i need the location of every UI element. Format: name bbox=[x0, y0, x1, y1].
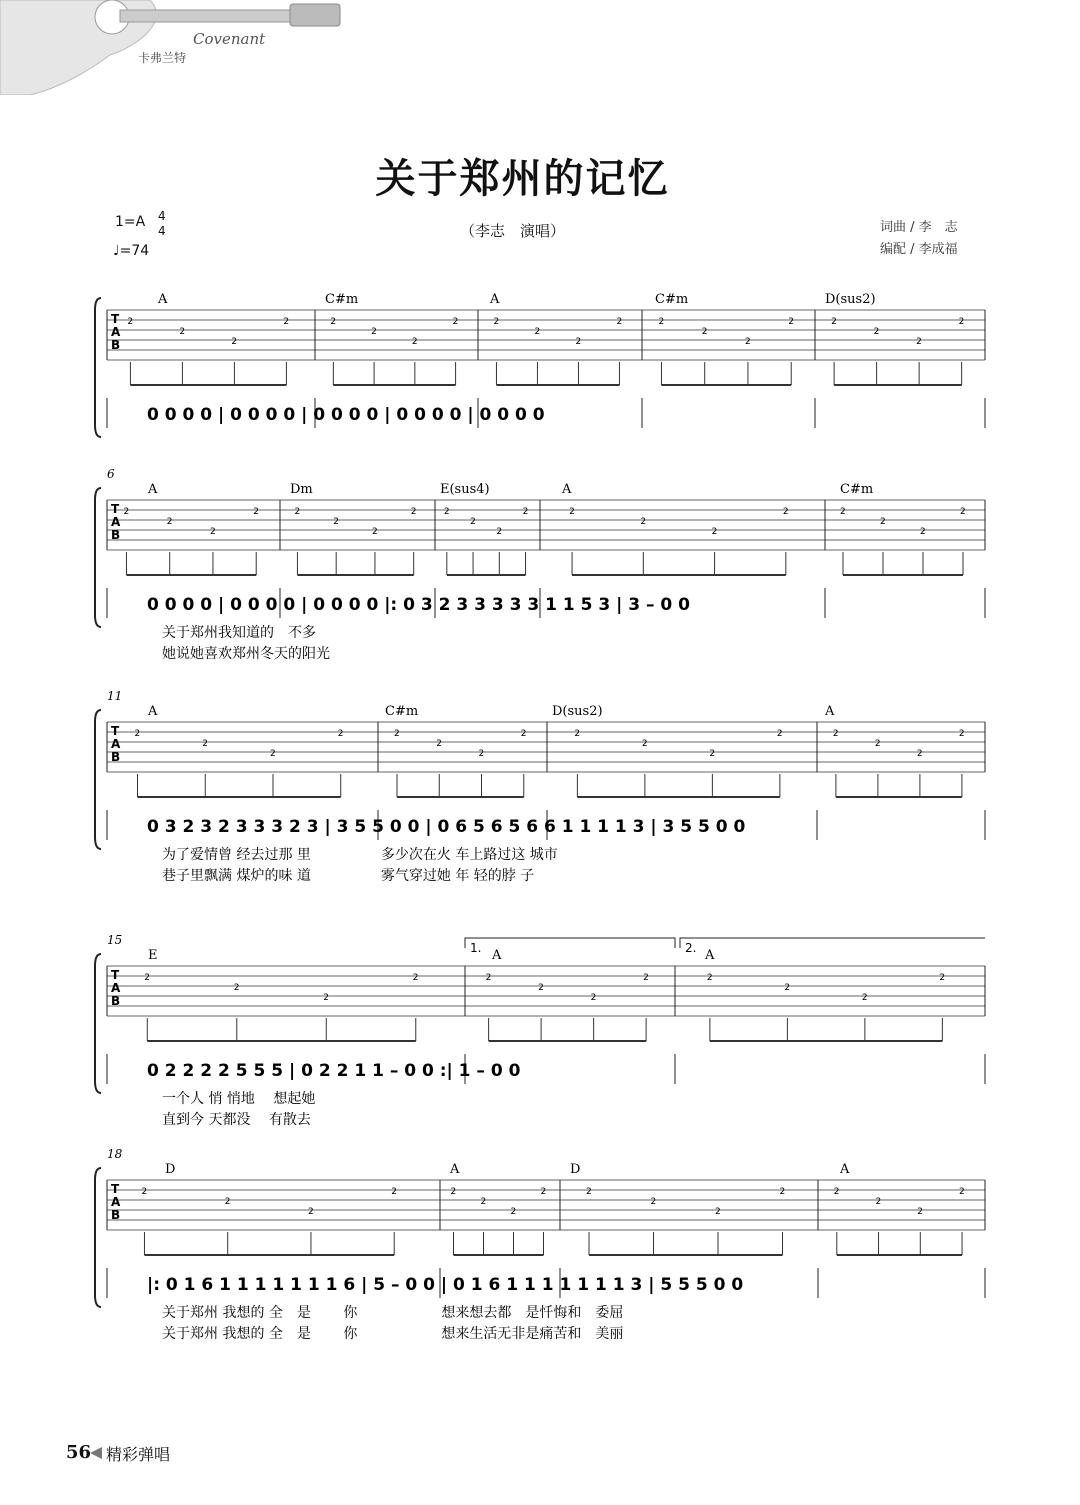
fret-number: 2 bbox=[134, 729, 141, 739]
fret-number: 2 bbox=[920, 527, 926, 537]
fret-number: 2 bbox=[650, 1197, 657, 1207]
fret-number: 2 bbox=[485, 973, 492, 983]
fret-number: 2 bbox=[412, 973, 419, 983]
fret-number: 2 bbox=[776, 729, 783, 739]
fret-number: 2 bbox=[209, 527, 216, 537]
chord-name: A bbox=[562, 482, 572, 497]
fret-number: 2 bbox=[496, 527, 503, 537]
jianpu-notation: 0 2 2 2 2 5 5 5 | 0 2 2 1 1 – 0 0 :| 1 – 0 0 bbox=[147, 1061, 521, 1081]
fret-number: 2 bbox=[323, 993, 330, 1003]
fret-number: 2 bbox=[224, 1197, 231, 1207]
fret-number: 2 bbox=[144, 973, 151, 983]
tab-clef-letter: A bbox=[111, 515, 121, 529]
fret-number: 2 bbox=[450, 1187, 457, 1197]
tab-clef-letter: T bbox=[111, 724, 120, 738]
chord-name: A bbox=[158, 292, 168, 307]
fret-number: 2 bbox=[333, 517, 339, 527]
fret-number: 2 bbox=[391, 1187, 397, 1197]
fret-number: 2 bbox=[833, 1187, 840, 1197]
key-signature: 1=A bbox=[115, 214, 146, 230]
fret-number: 2 bbox=[590, 993, 597, 1003]
lyrics-verse-2: 她说她喜欢郑州冬天的阳光 bbox=[162, 646, 330, 662]
chord-name: D(sus2) bbox=[825, 292, 876, 307]
fret-number: 2 bbox=[831, 317, 837, 327]
chord-name: A bbox=[148, 704, 158, 719]
fret-number: 2 bbox=[436, 739, 442, 749]
chord-name: A bbox=[490, 292, 500, 307]
fret-number: 2 bbox=[410, 507, 417, 517]
fret-number: 2 bbox=[959, 1187, 965, 1197]
fret-number: 2 bbox=[179, 327, 186, 337]
fret-number: 2 bbox=[779, 1187, 786, 1197]
fret-number: 2 bbox=[706, 973, 713, 983]
system-bracket bbox=[95, 710, 101, 849]
fret-number: 2 bbox=[744, 337, 751, 347]
tab-clef-letter: A bbox=[111, 981, 121, 995]
lyrics-verse-1: 为了爱情曾 经去过那 里 多少次在火 车上路过这 城市 bbox=[162, 847, 558, 863]
tab-clef-letter: T bbox=[111, 1182, 120, 1196]
fret-number: 2 bbox=[917, 1207, 924, 1217]
brand-cn-name: 卡弗兰特 bbox=[138, 51, 187, 65]
fret-number: 2 bbox=[861, 993, 868, 1003]
fret-number: 2 bbox=[916, 337, 922, 347]
system-bracket bbox=[95, 298, 101, 437]
arranger-credit: 编配 / 李成福 bbox=[880, 242, 958, 257]
chord-name: C#m bbox=[325, 292, 359, 307]
fret-number: 2 bbox=[330, 317, 337, 327]
jianpu-notation: 0 0 0 0 | 0 0 0 0 | 0 0 0 0 | 0 0 0 0 | 0 0 0 0 bbox=[147, 405, 545, 425]
page-section-label: 精彩弹唱 bbox=[106, 1445, 171, 1464]
fret-number: 2 bbox=[337, 729, 344, 739]
fret-number: 2 bbox=[520, 729, 527, 739]
fret-number: 2 bbox=[522, 507, 529, 517]
system-bracket bbox=[95, 954, 101, 1093]
chord-name: C#m bbox=[385, 704, 419, 719]
fret-number: 2 bbox=[575, 337, 582, 347]
fret-number: 2 bbox=[141, 1187, 148, 1197]
fret-number: 2 bbox=[916, 749, 923, 759]
fret-number: 2 bbox=[640, 517, 647, 527]
tab-clef-letter: A bbox=[111, 325, 121, 339]
fret-number: 2 bbox=[643, 973, 649, 983]
fret-number: 2 bbox=[307, 1207, 314, 1217]
fret-number: 2 bbox=[782, 507, 789, 517]
jianpu-notation: 0 3 2 3 2 3 3 3 2 3 | 3 5 5 0 0 | 0 6 5 6 5 6 6 1 1 1 1 3 | 3 5 5 0 0 bbox=[147, 817, 746, 837]
fret-number: 2 bbox=[788, 317, 794, 327]
fret-number: 2 bbox=[394, 729, 400, 739]
fret-number: 2 bbox=[510, 1207, 517, 1217]
lyrics-verse-2: 巷子里飘满 煤炉的味 道 雾气穿过她 年 轻的脖 子 bbox=[162, 868, 535, 884]
fret-number: 2 bbox=[874, 739, 881, 749]
chord-name: E(sus4) bbox=[440, 482, 490, 497]
lyrics-verse-2: 直到今 天都没 有散去 bbox=[162, 1112, 311, 1128]
tab-clef-letter: A bbox=[111, 1195, 121, 1209]
song-title: 关于郑州的记忆 bbox=[375, 156, 670, 202]
fret-number: 2 bbox=[534, 327, 541, 337]
measure-number: 15 bbox=[107, 933, 123, 947]
volta-2-label: 2. bbox=[685, 941, 697, 955]
tab-clef-letter: B bbox=[111, 338, 121, 352]
fret-number: 2 bbox=[715, 1207, 721, 1217]
fret-number: 2 bbox=[371, 327, 377, 337]
tab-clef-letter: B bbox=[111, 994, 121, 1008]
page-number: 56 bbox=[66, 1442, 92, 1463]
fret-number: 2 bbox=[202, 739, 208, 749]
lyrics-verse-2: 关于郑州 我想的 全 是 你 想来生活无非是痛苦和 美丽 bbox=[162, 1326, 624, 1342]
tempo-marking: ♩=74 bbox=[113, 243, 150, 259]
measure-number: 18 bbox=[107, 1147, 123, 1161]
fret-number: 2 bbox=[493, 317, 500, 327]
chord-name: E bbox=[148, 948, 158, 963]
system-bracket bbox=[95, 488, 101, 627]
fret-number: 2 bbox=[641, 739, 648, 749]
fret-number: 2 bbox=[873, 327, 880, 337]
time-signature-denominator: 4 bbox=[158, 224, 166, 238]
fret-number: 2 bbox=[231, 337, 238, 347]
lyrics-verse-1: 关于郑州 我想的 全 是 你 想来想去都 是忏悔和 委屈 bbox=[162, 1305, 624, 1321]
fret-number: 2 bbox=[875, 1197, 882, 1207]
fret-number: 2 bbox=[371, 527, 378, 537]
fret-number: 2 bbox=[253, 507, 259, 517]
tab-clef-letter: T bbox=[111, 968, 120, 982]
chord-name: Dm bbox=[290, 482, 313, 497]
chord-name: D(sus2) bbox=[552, 704, 603, 719]
fret-number: 2 bbox=[540, 1187, 547, 1197]
fret-number: 2 bbox=[709, 749, 716, 759]
fret-number: 2 bbox=[958, 317, 965, 327]
fret-number: 2 bbox=[832, 729, 839, 739]
tab-clef-letter: T bbox=[111, 312, 120, 326]
chord-name: D bbox=[570, 1162, 581, 1177]
chord-name: D bbox=[165, 1162, 176, 1177]
chord-name: A bbox=[148, 482, 158, 497]
fret-number: 2 bbox=[840, 507, 846, 517]
fret-number: 2 bbox=[443, 507, 450, 517]
fret-number: 2 bbox=[701, 327, 708, 337]
fret-number: 2 bbox=[452, 317, 459, 327]
fret-number: 2 bbox=[127, 317, 134, 327]
fret-number: 2 bbox=[294, 507, 301, 517]
measure-number: 6 bbox=[107, 467, 115, 481]
fret-number: 2 bbox=[283, 317, 290, 327]
tab-clef-letter: B bbox=[111, 528, 121, 542]
brand-name: Covenant bbox=[193, 30, 266, 48]
fret-number: 2 bbox=[480, 1197, 487, 1207]
fret-number: 2 bbox=[658, 317, 665, 327]
singer-credit: （李志 演唱） bbox=[460, 222, 566, 240]
composer-credit: 词曲 / 李 志 bbox=[880, 220, 958, 235]
fret-number: 2 bbox=[958, 729, 965, 739]
fret-number: 2 bbox=[960, 507, 966, 517]
chord-name: A bbox=[825, 704, 835, 719]
fret-number: 2 bbox=[711, 527, 718, 537]
chord-name: A bbox=[705, 948, 715, 963]
fret-number: 2 bbox=[574, 729, 581, 739]
fret-number: 2 bbox=[569, 507, 575, 517]
volta-1-label: 1. bbox=[470, 941, 482, 955]
lyrics-verse-1: 一个人 悄 悄地 想起她 bbox=[162, 1091, 316, 1107]
fret-number: 2 bbox=[411, 337, 418, 347]
fret-number: 2 bbox=[470, 517, 476, 527]
fret-number: 2 bbox=[616, 317, 623, 327]
fret-number: 2 bbox=[939, 973, 946, 983]
time-signature-numerator: 4 bbox=[158, 209, 166, 223]
system-bracket bbox=[95, 1168, 101, 1307]
fret-number: 2 bbox=[880, 517, 886, 527]
tab-clef-letter: T bbox=[111, 502, 120, 516]
lyrics-verse-1: 关于郑州我知道的 不多 bbox=[162, 625, 316, 641]
fret-number: 2 bbox=[123, 507, 130, 517]
volta-bracket-2 bbox=[680, 938, 985, 948]
tab-clef-letter: B bbox=[111, 1208, 121, 1222]
chord-name: C#m bbox=[840, 482, 874, 497]
fret-number: 2 bbox=[233, 983, 240, 993]
tab-clef-letter: A bbox=[111, 737, 121, 751]
volta-bracket-1 bbox=[465, 938, 675, 948]
fret-number: 2 bbox=[586, 1187, 592, 1197]
jianpu-notation: |: 0 1 6 1 1 1 1 1 1 1 6 | 5 – 0 0 | 0 1 6 1 1 1 1 1 1 1 3 | 5 5 5 0 0 bbox=[147, 1275, 744, 1295]
fret-number: 2 bbox=[269, 749, 276, 759]
tempo-value: =74 bbox=[119, 243, 150, 259]
chord-name: A bbox=[840, 1162, 850, 1177]
chord-name: A bbox=[450, 1162, 460, 1177]
chord-name: A bbox=[492, 948, 502, 963]
tab-clef-letter: B bbox=[111, 750, 121, 764]
chord-name: C#m bbox=[655, 292, 689, 307]
fret-number: 2 bbox=[166, 517, 173, 527]
fret-number: 2 bbox=[478, 749, 485, 759]
fret-number: 2 bbox=[538, 983, 544, 993]
jianpu-notation: 0 0 0 0 | 0 0 0 0 | 0 0 0 0 |: 0 3 2 3 3 3 3 3 1 1 5 3 | 3 – 0 0 bbox=[147, 595, 690, 615]
measure-number: 11 bbox=[107, 689, 123, 703]
fret-number: 2 bbox=[784, 983, 791, 993]
